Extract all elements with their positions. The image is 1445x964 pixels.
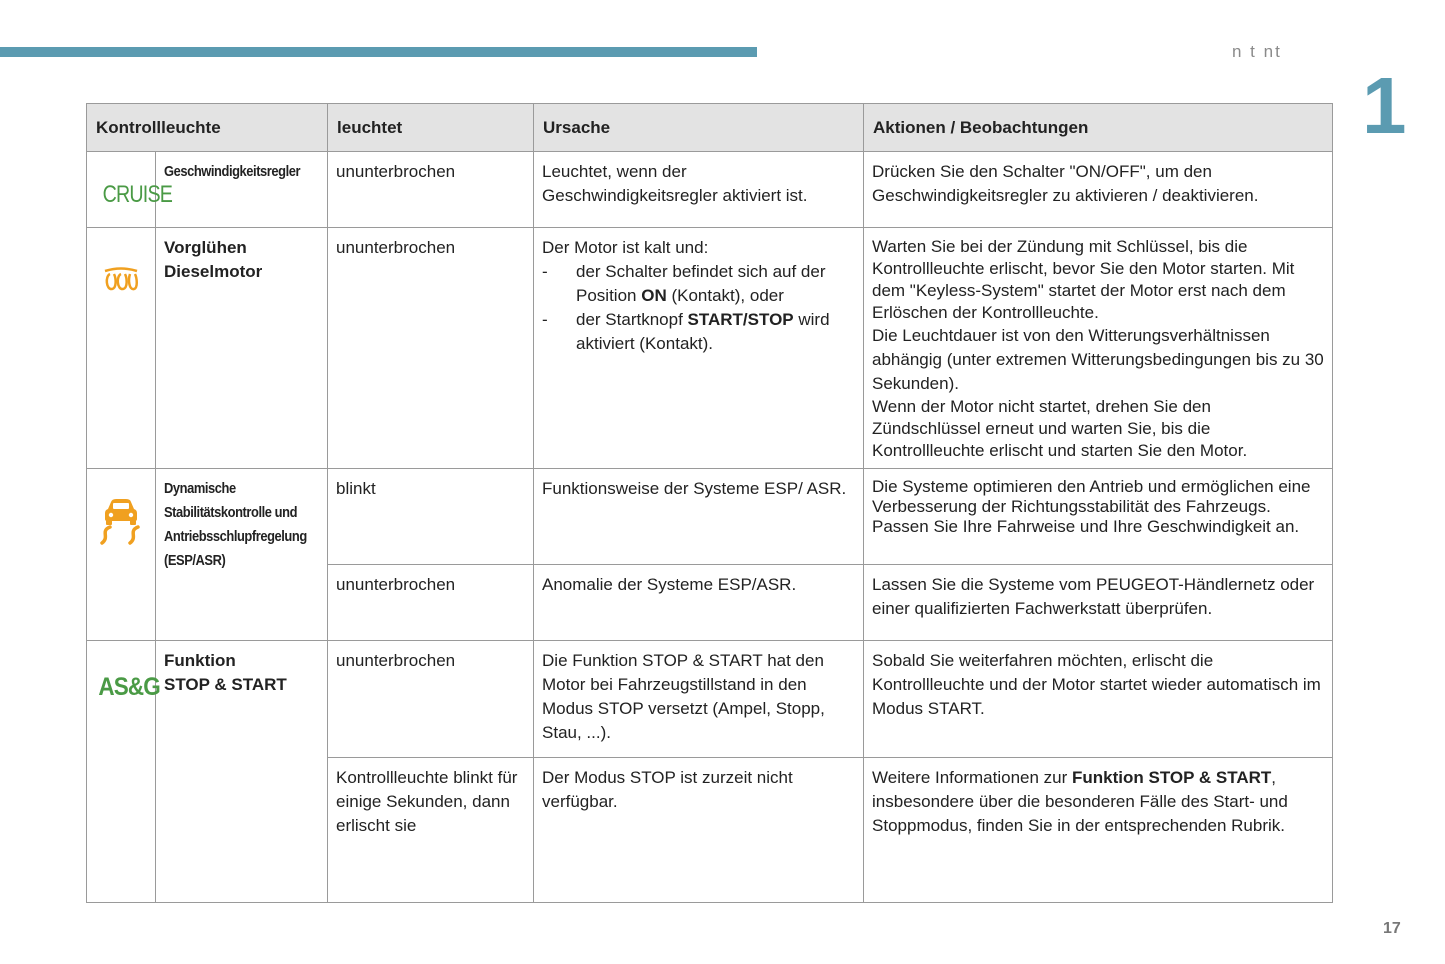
chapter-tab-number: 1 — [1362, 61, 1407, 150]
lamp-name-cell — [156, 228, 328, 469]
table-row — [87, 228, 1333, 469]
lamp-name-line: Antriebsschlupfregelung — [164, 528, 307, 545]
state-cell: ununterbrochen — [328, 228, 534, 469]
cause-intro: Der Motor ist kalt und: — [542, 238, 709, 257]
column-header-state: leuchtet — [328, 104, 534, 152]
cause-cell: Anomalie der Systeme ESP/ASR. — [534, 565, 864, 641]
icon-cell — [87, 469, 156, 641]
action-paragraph: Die Leuchtdauer ist von den Witterungsverhältnissen abhängig (unter extremen Witterungsbedingungen bis zu 30 Sekunden). — [872, 326, 1324, 393]
icon-cell — [87, 641, 160, 903]
table-row — [87, 152, 1333, 228]
esp-skid-car-icon — [98, 497, 144, 545]
stop-start-icon: AS&G — [98, 673, 160, 701]
action-cell: Drücken Sie den Schalter "ON/OFF", um den Geschwindigkeitsregler zu aktivieren / deaktivieren. — [864, 152, 1333, 228]
state-cell: ununterbrochen — [328, 641, 534, 758]
action-cell — [864, 469, 1333, 565]
lamp-name-line: Dynamische — [164, 480, 236, 497]
list-item: - der Startknopf START/STOP wird aktiviert (Kontakt). — [542, 308, 855, 356]
column-header-cause: Ursache — [534, 104, 864, 152]
table-header-row — [87, 104, 1333, 152]
lamp-name-line: Dieselmotor — [164, 262, 263, 281]
lamp-name-line: STOP & START — [164, 675, 287, 694]
action-paragraph: Die Systeme optimieren den Antrieb und ermöglichen eine Verbesserung der Richtungsstabilität des Fahrzeugs. — [872, 477, 1311, 516]
column-header-lamp: Kontrollleuchte — [87, 104, 328, 152]
cause-cell: Die Funktion STOP & START hat den Motor bei Fahrzeugstillstand in den Modus STOP versetzt (Ampel, Stopp, Stau, ...). — [534, 641, 864, 758]
lamp-name-cell — [156, 641, 328, 903]
action-paragraph: Warten Sie bei der Zündung mit Schlüssel, bis die Kontrollleuchte erlischt, bevor Sie den Motor starten. Mit dem "Keyless-System" startet der Motor erst nach dem Erlöschen der Kontrollleuchte. — [872, 237, 1295, 322]
list-item: - der Schalter befindet sich auf der Position ON (Kontakt), oder — [542, 260, 855, 308]
lamp-name-cell — [156, 469, 328, 641]
lamp-name-line: Vorglühen — [164, 238, 247, 257]
cause-cell — [534, 228, 864, 469]
page-number: 17 — [1383, 920, 1401, 937]
glow-plug-icon — [103, 266, 139, 292]
lamp-name-line: Funktion — [164, 651, 236, 670]
cause-cell: Leuchtet, wenn der Geschwindigkeitsregler aktiviert ist. — [534, 152, 864, 228]
lamp-name: Geschwindigkeitsregler — [164, 163, 301, 180]
cause-cell: Funktionsweise der Systeme ESP/ ASR. — [534, 469, 864, 565]
cause-cell: Der Modus STOP ist zurzeit nicht verfügbar. — [534, 758, 864, 903]
state-cell: Kontrollleuchte blinkt für einige Sekunden, dann erlischt sie — [328, 758, 534, 903]
action-cell: Sobald Sie weiterfahren möchten, erlischt die Kontrollleuchte und der Motor startet wieder automatisch im Modus START. — [864, 641, 1333, 758]
cruise-control-icon: CRUISE — [102, 181, 173, 208]
icon-cell — [87, 152, 173, 228]
state-cell: ununterbrochen — [328, 152, 534, 228]
action-paragraph: Wenn der Motor nicht startet, drehen Sie den Zündschlüssel erneut und warten Sie, bis die Kontrollleuchte erlischt und starten Sie den Motor. — [872, 397, 1248, 460]
table-row — [87, 641, 1333, 758]
state-cell: ununterbrochen — [328, 565, 534, 641]
state-cell: blinkt — [328, 469, 534, 565]
warning-lamps-table — [86, 103, 1333, 903]
action-cell: Lassen Sie die Systeme vom PEUGEOT-Händlernetz oder einer qualifizierten Fachwerkstatt überprüfen. — [864, 565, 1333, 641]
action-cell — [864, 228, 1333, 469]
cause-list — [542, 260, 855, 356]
lamp-name-line: Stabilitätskontrolle und — [164, 504, 298, 521]
icon-cell — [87, 228, 156, 469]
action-paragraph: Passen Sie Ihre Fahrweise und Ihre Geschwindigkeit an. — [872, 517, 1300, 536]
action-cell: Weitere Informationen zur Funktion STOP & START, insbesondere über die besonderen Fälle des Start- und Stoppmodus, finden Sie in der entsprechenden Rubrik. — [864, 758, 1333, 903]
column-header-actions: Aktionen / Beobachtungen — [864, 104, 1333, 152]
lamp-name-cell — [156, 152, 328, 228]
lamp-name-line: (ESP/ASR) — [164, 552, 226, 569]
table-row — [87, 469, 1333, 565]
header-accent-bar — [0, 47, 757, 57]
running-header: n t nt — [1232, 42, 1282, 61]
